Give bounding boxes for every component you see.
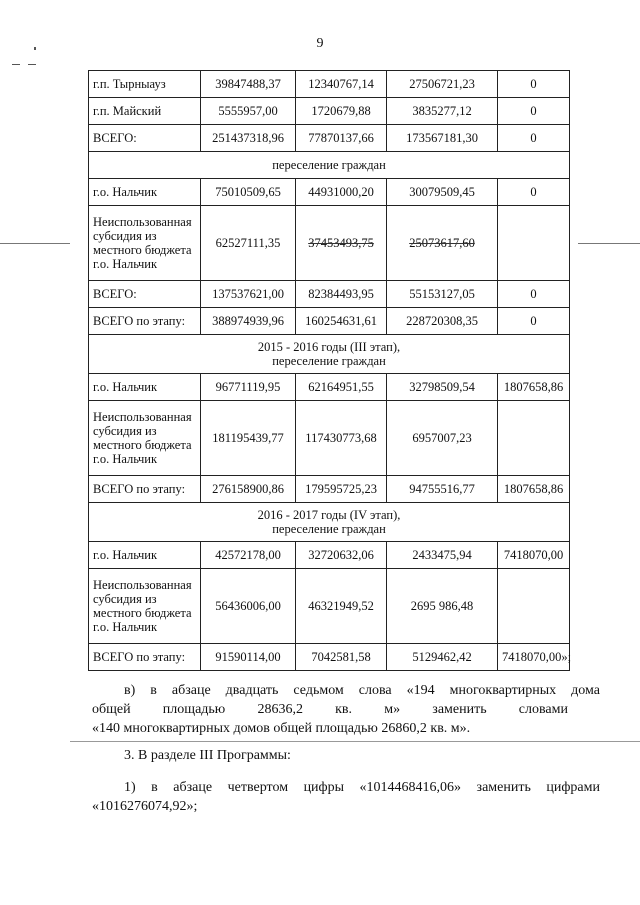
row-label-cell: г.п. Тырныауз	[89, 71, 201, 98]
value-cell: 5555957,00	[201, 98, 296, 125]
value-cell: 0	[498, 281, 570, 308]
scan-line-right	[578, 243, 640, 244]
value-cell: 251437318,96	[201, 125, 296, 152]
value-cell: 228720308,35	[387, 308, 498, 335]
value-cell: 1720679,88	[296, 98, 387, 125]
paragraph-v-line-3: «140 многоквартирных домов общей площадью 26860,2 кв. м».	[92, 721, 471, 736]
value-cell: 75010509,65	[201, 179, 296, 206]
table-row	[89, 152, 570, 179]
value-cell: 6957007,23	[387, 401, 498, 476]
value-cell: 160254631,61	[296, 308, 387, 335]
value-cell: 25073617,60	[387, 206, 498, 281]
value-cell: 30079509,45	[387, 179, 498, 206]
section-heading-line-1: 2015 - 2016 годы (III этап),	[257, 340, 401, 354]
row-label-cell: ВСЕГО по этапу:	[89, 476, 201, 503]
value-cell: 7418070,00	[498, 542, 570, 569]
table-row	[89, 569, 570, 644]
value-cell: 117430773,68	[296, 401, 387, 476]
value-cell: 32720632,06	[296, 542, 387, 569]
scan-line-lower	[70, 741, 640, 742]
table-row	[89, 401, 570, 476]
scan-line-left	[0, 243, 70, 244]
row-label-cell: ВСЕГО:	[89, 281, 201, 308]
value-cell: 32798509,54	[387, 374, 498, 401]
page-number: 9	[316, 36, 324, 51]
paragraph-section-3: 3. В разделе III Программы:	[124, 748, 291, 763]
scan-mark	[34, 47, 36, 50]
value-cell: 96771119,95	[201, 374, 296, 401]
value-cell	[498, 206, 570, 281]
row-label-cell: ВСЕГО по этапу:	[89, 308, 201, 335]
value-cell: 137537621,00	[201, 281, 296, 308]
table-row	[89, 98, 570, 125]
row-label-cell: г.о. Нальчик	[89, 179, 201, 206]
table-row	[89, 335, 570, 374]
section-heading-cell	[89, 152, 570, 179]
value-cell: 173567181,30	[387, 125, 498, 152]
value-cell: 62164951,55	[296, 374, 387, 401]
value-cell: 1807658,86	[498, 374, 570, 401]
table-row	[89, 71, 570, 98]
section-heading-line-2: переселение граждан	[272, 522, 386, 536]
value-cell	[498, 401, 570, 476]
table-row	[89, 179, 570, 206]
table-row	[89, 542, 570, 569]
paragraph-1-line-2: «1016276074,92»;	[92, 799, 198, 814]
paragraph-v	[92, 681, 600, 700]
value-cell: 62527111,35	[201, 206, 296, 281]
table-row	[89, 206, 570, 281]
value-cell: 0	[498, 71, 570, 98]
row-label-cell: г.п. Майский	[89, 98, 201, 125]
scan-mark	[12, 64, 20, 65]
value-cell: 55153127,05	[387, 281, 498, 308]
value-cell: 56436006,00	[201, 569, 296, 644]
table-row	[89, 374, 570, 401]
value-cell: 39847488,37	[201, 71, 296, 98]
value-cell: 181195439,77	[201, 401, 296, 476]
value-cell: 0	[498, 125, 570, 152]
value-cell: 91590114,00	[201, 644, 296, 671]
value-cell: 82384493,95	[296, 281, 387, 308]
value-cell: 27506721,23	[387, 71, 498, 98]
value-cell: 7418070,00»;	[498, 644, 570, 671]
value-cell: 2433475,94	[387, 542, 498, 569]
table-row	[89, 125, 570, 152]
table-row	[89, 503, 570, 542]
paragraph-v-line-2: общей площадью 28636,2 кв. м» заменить словами	[92, 702, 568, 717]
value-cell: 0	[498, 98, 570, 125]
value-cell: 42572178,00	[201, 542, 296, 569]
value-cell: 0	[498, 308, 570, 335]
value-cell: 2695 986,48	[387, 569, 498, 644]
value-cell: 0	[498, 179, 570, 206]
value-cell: 7042581,58	[296, 644, 387, 671]
row-label-cell: ВСЕГО по этапу:	[89, 644, 201, 671]
section-heading-line-1: 2016 - 2017 годы (IV этап),	[257, 508, 401, 522]
row-label-cell: г.о. Нальчик	[89, 374, 201, 401]
table-row	[89, 308, 570, 335]
value-cell: 94755516,77	[387, 476, 498, 503]
section-heading-line-2: переселение граждан	[272, 354, 386, 368]
value-cell: 3835277,12	[387, 98, 498, 125]
value-cell	[498, 569, 570, 644]
table-row	[89, 476, 570, 503]
value-cell: 46321949,52	[296, 569, 387, 644]
row-label-cell: Неиспользованная субсидия из местного бюджета г.о. Нальчик	[89, 206, 201, 281]
scan-mark	[28, 64, 36, 65]
value-cell: 5129462,42	[387, 644, 498, 671]
value-cell: 77870137,66	[296, 125, 387, 152]
row-label-cell: Неиспользованная субсидия из местного бюджета г.о. Нальчик	[89, 569, 201, 644]
section-heading-cell	[89, 503, 570, 542]
paragraph-1-line-1: 1) в абзаце четвертом цифры «1014468416,06» заменить цифрами	[124, 780, 600, 795]
paragraph-v-line-1: в) в абзаце двадцать седьмом слова «194 многоквартирных дома	[124, 683, 600, 698]
table-row	[89, 281, 570, 308]
funding-table	[88, 70, 570, 671]
row-label-cell: г.о. Нальчик	[89, 542, 201, 569]
value-cell: 1807658,86	[498, 476, 570, 503]
row-label-cell: Неиспользованная субсидия из местного бюджета г.о. Нальчик	[89, 401, 201, 476]
value-cell: 276158900,86	[201, 476, 296, 503]
value-cell: 388974939,96	[201, 308, 296, 335]
value-cell: 44931000,20	[296, 179, 387, 206]
table-row	[89, 644, 570, 671]
section-heading-cell	[89, 335, 570, 374]
value-cell: 37453493,75	[296, 206, 387, 281]
value-cell: 12340767,14	[296, 71, 387, 98]
value-cell: 179595725,23	[296, 476, 387, 503]
row-label-cell: ВСЕГО:	[89, 125, 201, 152]
section-heading-line-1: переселение граждан	[272, 158, 386, 172]
